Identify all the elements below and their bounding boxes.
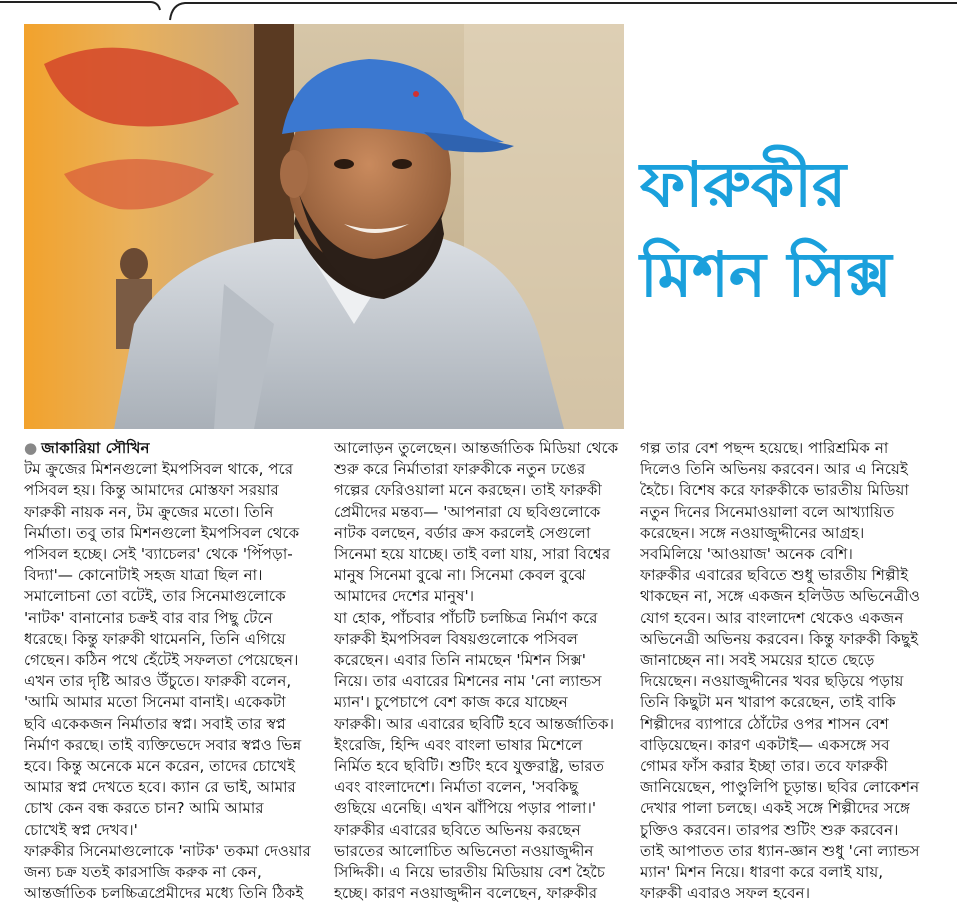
page-top-border [0, 0, 957, 22]
text-line: দেখার পালা চলছে। একই সঙ্গে শিল্পীদের সঙ্গে [640, 799, 910, 818]
text-line: সিনেমা হয়ে যাচ্ছে। তাই বলা যায়, সারা বিশ্বের [334, 545, 611, 564]
text-line: অভিনেত্রী অভিনয় করবেন। কিন্তু ফারুকী কিছুই [640, 629, 919, 648]
text-line: সবমিলিয়ে 'আওয়াজ' অনেক বেশি। [640, 545, 853, 564]
text-line: মানুষ সিনেমা বুঝে না। সিনেমা কেবল বুঝে [334, 566, 586, 585]
text-line: ধরেছে। কিন্তু ফারুকী থামেননি, তিনি এগিয়ে [24, 629, 286, 648]
text-line: ম্যান'। চুপেচাপে বেশ কাজ করে যাচ্ছেন [334, 693, 568, 712]
text-line: ফারুকীর এবারের ছবিতে অভিনয় করছেন [334, 820, 581, 839]
text-line: গল্প তার বেশ পছন্দ হয়েছে। পারিশ্রমিক না [640, 439, 889, 457]
article-column-2 [334, 438, 630, 904]
text-line: গেছেন। কঠিন পথে হেঁটেই সফলতা পেয়েছেন। [24, 651, 299, 670]
text-line: ফারুকী ইমপসিবল বিষয়গুলোকে পসিবল [334, 629, 578, 648]
text-line: ছবি একেকজন নির্মাতার স্বপ্ন। সবাই তার স্বপ্ন [24, 714, 286, 733]
article-column-3 [640, 438, 940, 904]
text-line: হবে। কিন্তু অনেকে মনে করেন, তাদের চোখেই [24, 757, 295, 776]
text-line: 'আমি আমার মতো সিনেমা বানাই। একেকটা [24, 693, 286, 712]
byline [24, 438, 324, 459]
text-line: ফারুকী। আর এবারের ছবিটি হবে আন্তর্জাতিক। [334, 714, 615, 733]
text-line: নাটক বলছেন, বর্ডার ক্রস করলেই সেগুলো [334, 523, 591, 542]
text-line: আন্তর্জাতিক চলচ্চিত্রপ্রেমীদের মধ্যে তিনি ঠিকই [24, 884, 304, 903]
text-line: যা হোক, পাঁচবার পাঁচটি চলচ্চিত্র নির্মাণ করে [334, 608, 598, 627]
text-line: হৈচৈ। বিশেষ করে ফারুকীকে ভারতীয় মিডিয়া [640, 481, 909, 500]
article-column-1 [24, 438, 324, 904]
text-line: যোগ হবেন। আর বাংলাদেশ থেকেও একজন [640, 608, 904, 627]
text-line: শুরু করে নির্মাতারা ফারুকীকে নতুন ঢঙের [334, 460, 586, 479]
headline [640, 140, 940, 320]
text-line: হচ্ছে। কারণ নওয়াজুদ্দীন বলেছেন, ফারুকীর [334, 884, 598, 903]
headline-line-2: মিশন সিক্স [640, 238, 892, 311]
text-line: নির্মিত হবে ছবিটি। শুটিং হবে যুক্তরাষ্ট্র, ভারত [334, 757, 605, 776]
text-line: সমালোচনা তো বটেই, তার সিনেমাগুলোকে [24, 587, 286, 606]
text-line: দিলেও তিনি অভিনয় করবেন। আর এ নিয়েই [640, 460, 908, 479]
text-line: ফারুকীর সিনেমাগুলোকে 'নাটক' তকমা দেওয়ার [24, 841, 311, 860]
text-line: দিয়েছেন। নওয়াজুদ্দীনের খবর ছড়িয়ে পড়ায় [640, 672, 904, 691]
text-line: পসিবল হচ্ছে। সেই 'ব্যাচেলর' থেকে 'পিঁপড়া- [24, 545, 293, 564]
text-line: ম্যান' মিশন নিয়ে। ধারণা করে বলাই যায়, [640, 863, 884, 882]
text-line: গোমর ফাঁস করার ইচ্ছা তার। তবে ফারুকী [640, 757, 888, 776]
article-photo [24, 24, 624, 429]
text-line: বিদ্যা'— কোনোটাই সহজ যাত্রা ছিল না। [24, 566, 263, 585]
text-line: জানাচ্ছেন না। সবই সময়ের হাতে ছেড়ে [640, 651, 875, 670]
text-line: চুক্তিও করবেন। তারপর শুটিং শুরু করবেন। [640, 820, 899, 839]
text-line: নতুন দিনের সিনেমাওয়ালা বলে আখ্যায়িত [640, 502, 895, 521]
text-line: নির্মাণ করছে। তাই ব্যক্তিভেদে সবার স্বপ্নও ভিন্ন [24, 735, 302, 754]
text-line: এবং বাংলাদেশে। নির্মাতা বলেন, 'সবকিছু [334, 778, 579, 797]
text-line: জন্য চক্র যতই কারসাজি করুক না কেন, [24, 863, 262, 882]
text-line: করেছেন। এবার তিনি নামছেন 'মিশন সিক্স' [334, 651, 586, 670]
text-line: বাড়িয়েছেন। কারণ একটাই— একসঙ্গে সব [640, 735, 890, 754]
text-line: আমার স্বপ্ন দেখতে হবে। ক্যান রে ভাই, আমার [24, 778, 296, 797]
text-line: আলোড়ন তুলেছেন। আন্তর্জাতিক মিডিয়া থেকে [334, 439, 619, 457]
text-line: জানিয়েছেন, পাণ্ডুলিপি চূড়ান্ত। ছবির লোকেশন [640, 778, 920, 797]
bullet-icon: ● [24, 439, 38, 457]
text-line: করেছেন। সঙ্গে নওয়াজুদ্দীনের আগ্রহ। [640, 523, 865, 542]
text-line: প্রেমীদের মন্তব্য— 'আপনারা যে ছবিগুলোকে [334, 502, 601, 521]
text-line: তাই আপাতত তার ধ্যান-জ্ঞান শুধু 'নো ল্যান্ডস [640, 841, 920, 860]
text-line: ফারুকী এবারও সফল হবেন। [640, 884, 811, 903]
text-line: আমাদের দেশের মানুষ'। [334, 587, 475, 606]
text-line: ফারুকী নায়ক নন, টম ক্রুজের মতো। তিনি [24, 502, 274, 521]
text-line: 'নাটক' বানানোর চক্রই বার বার পিছু টেনে [24, 608, 273, 627]
text-line: সিদ্দিকী। এ নিয়ে ভারতীয় মিডিয়ায় বেশ হৈচৈ [334, 863, 605, 882]
text-line: শিল্পীদের ব্যাপারে ঠোঁটের ওপর শাসন বেশ [640, 714, 889, 733]
text-line: ফারুকীর এবারের ছবিতে শুধু ভারতীয় শিল্পীই [640, 566, 909, 585]
text-line: চোখ কেন বন্ধ করতে চান? আমি আমার [24, 799, 264, 818]
text-line: ইংরেজি, হিন্দি এবং বাংলা ভাষার মিশেলে [334, 735, 583, 754]
text-line: টম ক্রুজের মিশনগুলো ইমপসিবল থাকে, পরে [24, 460, 294, 479]
headline-line-1: ফারুকীর [640, 148, 847, 221]
text-line: এখন তার দৃষ্টি আরও উঁচুতে। ফারুকী বলেন, [24, 672, 292, 691]
text-line: গল্পের ফেরিওয়ালা মনে করছেন। তাই ফারুকী [334, 481, 602, 500]
text-line: থাকছেন না, সঙ্গে একজন হলিউড অভিনেত্রীও [640, 587, 921, 606]
text-line: নির্মাতা। তবু তার মিশনগুলো ইমপসিবল থেকে [24, 523, 300, 542]
text-line: নিয়ে। তার এবারের মিশনের নাম 'নো ল্যান্ডস [334, 672, 602, 691]
text-line: পসিবল হয়। কিন্তু আমাদের মোস্তফা সরয়ার [24, 481, 279, 500]
text-line: গুছিয়ে এনেছি। এখন ঝাঁপিয়ে পড়ার পালা।' [334, 799, 597, 818]
text-line: চোখেই স্বপ্ন দেখব।' [24, 820, 138, 839]
text-line: তিনি কিছুটা মন খারাপ করেছেন, তাই বাকি [640, 693, 896, 712]
byline-author: জাকারিয়া সৌখিন [41, 439, 150, 457]
text-line: ভারতের আলোচিত অভিনেতা নওয়াজুদ্দীন [334, 841, 594, 860]
